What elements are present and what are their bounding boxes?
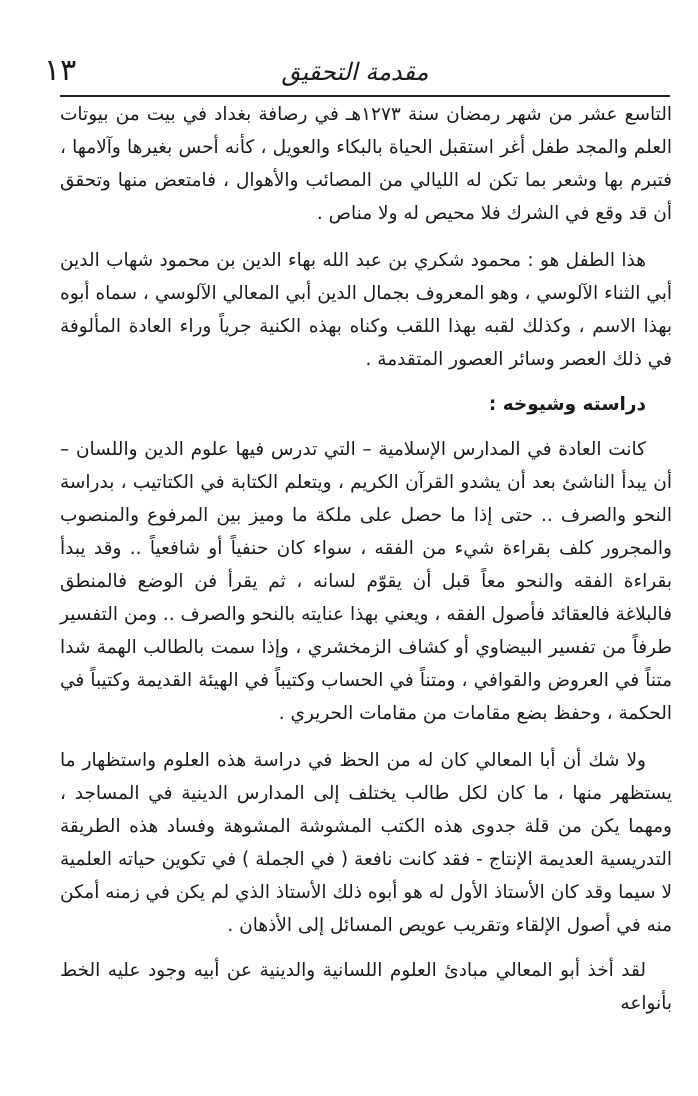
page-number: ١٣	[44, 53, 77, 88]
paragraph-education: كانت العادة في المدارس الإسلامية – التي تدرس فيها علوم الدين واللسان – أن يبدأ الناشئ بعد أن يشدو القرآن الكريم ، ويتعلم الكتابة في الكتاتيب ، بدراسة النحو والصرف .. حتى إذا ما حصل على ملكة ما وميز بين المرفوع والمنصوب والمجرور كلف بقراءة شيء من الفقه ، سواء كان حنفياً أو شافعياً .. وقد يبدأ بقراءة الفقه والنحو معاً قبل أن يقوّم لسانه ، ثم يقرأ فن الوضع فالمنطق فالبلاغة فالعقائد فأصول الفقه ، ويعني بهذا عنايته بالنحو والصرف .. ومن التفسير طرفاً من تفسير البيضاوي أو كشاف الزمخشري ، وإذا سمت بالطالب الهمة شدا متناً في العروض والقوافي ، ومتناً في الحساب وكتيباً في الهيئة القديمة وكتيباً في الحكمة ، وحفظ بضع مقامات من مقامات الحريري .	[60, 439, 672, 724]
section-heading: دراسته وشيوخه :	[488, 394, 646, 415]
paragraph-name: هذا الطفل هو : محمود شكري بن عبد الله بهاء الدين بن محمود شهاب الدين أبي الثناء الآلوسي ، وهو المعروف بجمال الدين أبي المعالي الآلوسي ، سماه أبوه بهذا الاسم ، وكذلك لقبه بهذا اللقب وكناه بهذه الكنية جرياً وراء العادة المألوفة في ذلك العصر وسائر العصور المتقدمة .	[60, 250, 672, 370]
paragraph-study: ولا شك أن أبا المعالي كان له من الحظ في دراسة هذه العلوم واستظهار ما يستظهر منها ، ما كان لكل طالب يختلف إلى المدارس الدينية في المساجد ، ومهما يكن من قلة جدوى هذه الكتب المشوشة المشوهة وفساد هذه الطريقة التدريسية العديمة الإنتاج - فقد كانت نافعة ( في الجملة ) في تكوين حياته العلمية لا سيما وقد كان الأستاذ الأول له هو أبوه ذلك الأستاذ الذي لم يكن في زمنه أمكن منه في أصول الإلقاء وتقريب عويص المسائل إلى الأذهان .	[60, 750, 672, 936]
paragraph-teachers: لقد أخذ أبو المعالي مبادئ العلوم اللسانية والدينية عن أبيه وجود عليه الخط بأنواعه	[60, 960, 672, 1014]
page-header	[44, 50, 666, 94]
header-rule	[60, 95, 670, 97]
body-text	[60, 98, 672, 1020]
running-title: مقدمة التحقيق	[281, 58, 429, 86]
paragraph-birth: التاسع عشر من شهر رمضان سنة ١٢٧٣هـ في رصافة بغداد في بيت من بيوتات العلم والمجد طفل أغر استقبل الحياة بالبكاء والعويل ، كأنه أحس بغيرها وآلامها ، فتبرم بها وشعر بما تكن له الليالي من المصائب والأهوال ، فامتعض منها وتحقق أن قد وقع في الشرك فلا محيص له ولا مناص .	[60, 104, 672, 224]
